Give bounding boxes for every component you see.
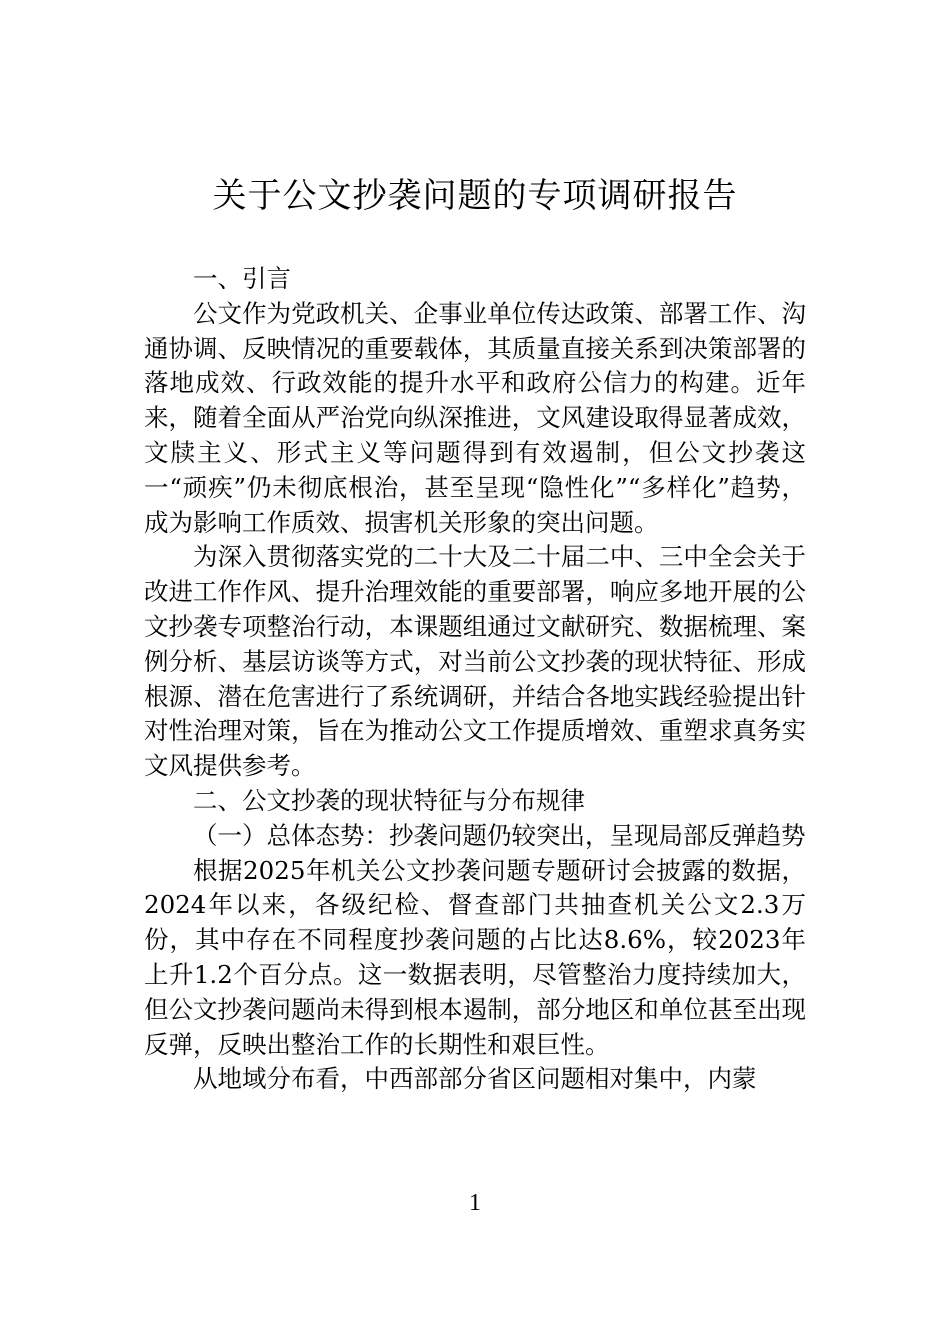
document-body (144, 262, 806, 1097)
body-paragraph: 从地域分布看，中西部部分省区问题相对集中，内蒙 (193, 1064, 757, 1094)
body-paragraph: 根据2025年机关公文抄袭问题专题研讨会披露的数据，2024年以来，各级纪检、督查部门共抽查机关公文2.3万份，其中存在不同程度抄袭问题的占比达8.6%，较2023年上升1.2个百分点。这一数据表明，尽管整治力度持续加大，但公文抄袭问题尚未得到根本遏制，部分地区和单位甚至出现反弹，反映出整治工作的长期性和艰巨性。 (144, 855, 806, 1059)
body-paragraph: 公文作为党政机关、企事业单位传达政策、部署工作、沟通协调、反映情况的重要载体，其质量直接关系到决策部署的落地成效、行政效能的提升水平和政府公信力的构建。近年来，随着全面从严治党向纵深推进，文风建设取得显著成效，文牍主义、形式主义等问题得到有效遏制，但公文抄袭这一“顽疾”仍未彻底根治，甚至呈现“隐性化”“多样化”趋势，成为影响工作质效、损害机关形象的突出问题。 (144, 298, 806, 537)
document-title: 关于公文抄袭问题的专项调研报告 (212, 176, 738, 216)
body-paragraph: 为深入贯彻落实党的二十大及二十届二中、三中全会关于改进工作作风、提升治理效能的重要部署，响应多地开展的公文抄袭专项整治行动，本课题组通过文献研究、数据梳理、案例分析、基层访谈等方式，对当前公文抄袭的现状特征、形成根源、潜在危害进行了系统调研，并结合各地实践经验提出针对性治理对策，旨在为推动公文工作提质增效、重塑求真务实文风提供参考。 (144, 542, 806, 781)
page-number: 1 (469, 1190, 481, 1216)
subsection-heading-overall: （一）总体态势：抄袭问题仍较突出，呈现局部反弹趋势 (193, 820, 806, 850)
section-heading-status: 二、公文抄袭的现状特征与分布规律 (193, 785, 585, 815)
section-heading-introduction: 一、引言 (193, 264, 291, 293)
